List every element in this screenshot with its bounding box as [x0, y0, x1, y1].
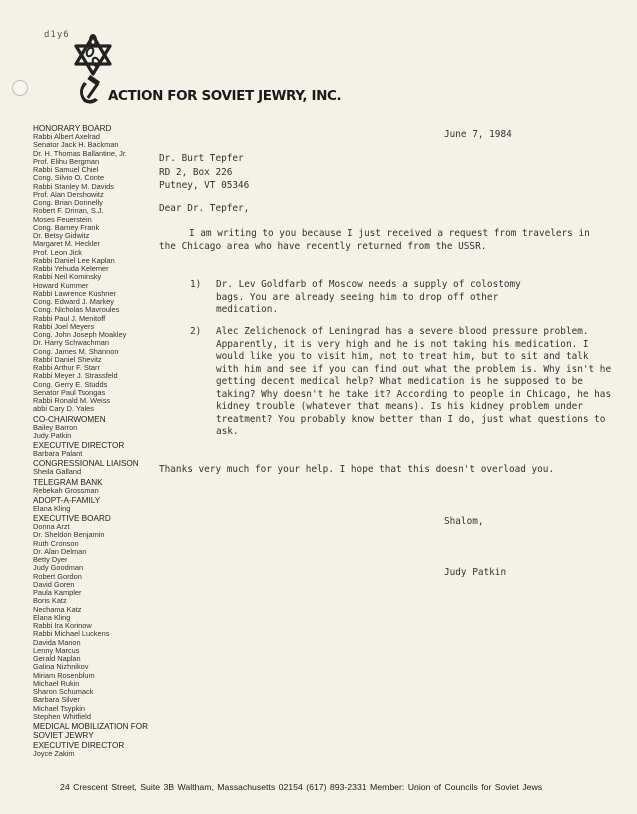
sidebar-name: Stephen Whitfield	[33, 711, 91, 721]
signer-name: Judy Patkin	[444, 567, 507, 578]
sidebar-name: Galina Nizhnikov	[33, 662, 89, 672]
item-2-text: Alec Zelichenock of Leningrad has a severe blood pressure problem. Apparently, it is very high and he is not taking his medication. I would like you to visit him, not to treat him, but to sit and talk with him and see if you can find out what the problem is. Why isn't he getting decent medical help? What medication is he supposed to be taking? Why doesn't he take it? According to people in Chicago, he has kidney trouble (whatever that means). Is his kidney problem under treatment? You probably know better than I do, just what questions to ask.	[216, 326, 612, 437]
sidebar-names	[33, 468, 153, 476]
closing-paragraph: Thanks very much for your help. I hope that this doesn't overload you.	[159, 464, 555, 475]
sidebar-name: Gerald Naplan	[33, 654, 81, 663]
letter-date: June 7, 1984	[444, 129, 512, 140]
sidebar-name: Senator Jack H. Backman	[33, 140, 119, 150]
sidebar-name: Robert F. Drinan, S.J.	[33, 206, 104, 216]
sidebar-heading: TELEGRAM BANK	[33, 477, 103, 487]
org-name: ACTION FOR SOVIET JEWRY, INC.	[108, 88, 342, 104]
sidebar-name: Sheila Galland	[33, 467, 82, 477]
sidebar-name: Dr. Sheldon Benjamin	[33, 530, 105, 540]
sidebar-name: Rabbi Meyer J. Strassfeld	[33, 371, 118, 381]
sidebar-name: Donna Arzt	[33, 522, 70, 531]
sidebar-name: Rabbi Michael Luckens	[33, 629, 110, 639]
sidebar-name: Joyce Zakim	[33, 749, 75, 758]
sidebar-name: Dr. Betsy Gidwitz	[33, 231, 90, 240]
sidebar-names	[33, 424, 153, 441]
punch-hole	[12, 80, 28, 96]
sidebar-name: Betty Dyer	[33, 555, 68, 564]
sidebar-name: Senator Paul Tsongas	[33, 387, 106, 397]
sidebar-name: Rabbi Stanley M. Davids	[33, 181, 114, 191]
item-1-text: Dr. Lev Goldfarb of Moscow needs a supply of colostomy bags. You are already seeing him to drop off other medication.	[216, 279, 521, 315]
sidebar-name: Elana Kling	[33, 612, 71, 622]
sidebar-name: Ruth Cronson	[33, 538, 79, 548]
sidebar-name: Elana Kling	[33, 503, 71, 513]
sidebar-heading: ADOPT-A-FAMILY	[33, 495, 101, 505]
sidebar-name: Barbara Palant	[33, 449, 83, 458]
sidebar-name: Lenny Marcus	[33, 645, 80, 655]
item-2-number: 2)	[190, 326, 202, 337]
sidebar-name: Dr. Harry Schwachman	[33, 338, 109, 348]
sidebar-heading: CO-CHAIRWOMEN	[33, 414, 106, 424]
sidebar-name: Rabbi Neil Kominsky	[33, 272, 102, 282]
sidebar-names	[33, 450, 153, 458]
sidebar-name: Moses Feuerstein	[33, 214, 92, 224]
sidebar-name: Paula Kampler	[33, 588, 82, 597]
sidebar-names	[33, 487, 153, 495]
sidebar-name: Prof. Alan Dershowitz	[33, 189, 104, 199]
sidebar-name: Cong. James M. Shannon	[33, 346, 119, 356]
sidebar-name: Rabbi Albert Axelrad	[33, 132, 100, 141]
sidebar-name: Judy Goodman	[33, 563, 84, 573]
sidebar-name: Judy Patkin	[33, 430, 72, 440]
sidebar-name: Prof. Leon Jick	[33, 247, 82, 257]
sidebar-name: David Goren	[33, 579, 75, 589]
sidebar-name: Cong. Nicholas Mavroules	[33, 305, 120, 315]
sidebar-names	[33, 523, 153, 721]
sidebar-heading: EXECUTIVE BOARD	[33, 514, 111, 523]
sidebar-name: Rabbi Daniel Lee Kaplan	[33, 255, 115, 265]
page-id: d1y6	[44, 30, 70, 40]
sidebar-name: Cong. Gerry E. Studds	[33, 379, 108, 389]
sidebar-heading: CONGRESSIONAL LIAISON	[33, 459, 139, 469]
sidebar-name: Howard Kummer	[33, 280, 89, 290]
recipient-street: RD 2, Box 226	[159, 166, 233, 178]
salutation: Dear Dr. Tepfer,	[159, 203, 250, 214]
sidebar-names	[33, 133, 153, 414]
sidebar-name: Rabbi Lawrence Kushner	[33, 288, 116, 298]
sidebar-name: Rabbi Paul J. Menitoff	[33, 313, 106, 323]
signoff: Shalom,	[444, 516, 484, 527]
sidebar-name: Rabbi Yehuda Kelemer	[33, 264, 109, 273]
sidebar-name: Bailey Barron	[33, 422, 78, 432]
sidebar-heading: HONORARY BOARD	[33, 124, 112, 133]
sidebar-name: Rabbi Samuel Chiel	[33, 165, 99, 174]
sidebar-name: Cong. Brian Donnelly	[33, 198, 103, 207]
letterhead-sidebar	[33, 124, 153, 759]
sidebar-name: Michael Rukin	[33, 678, 80, 688]
sidebar-name: Sharon Schumack	[33, 687, 94, 696]
sidebar-name: Davida Manon	[33, 637, 81, 647]
sidebar-name: Rabbi Daniel Shevitz	[33, 354, 102, 364]
sidebar-names	[33, 505, 153, 513]
sidebar-name: abbi Cary D. Yales	[33, 404, 94, 414]
sidebar-heading: EXECUTIVE DIRECTOR	[33, 741, 125, 750]
recipient-city: Putney, VT 05346	[159, 180, 250, 191]
item-1-number: 1)	[190, 279, 202, 290]
sidebar-name: Cong. Silvio O. Conte	[33, 173, 105, 183]
sidebar-name: Rabbi Ira Korinow	[33, 621, 92, 630]
sidebar-name: Dr. Alan Delman	[33, 546, 87, 556]
sidebar-name: Robert Gordon	[33, 571, 82, 581]
sidebar-name: Cong. Edward J. Markey	[33, 297, 114, 306]
recipient-address	[159, 152, 249, 193]
sidebar-name: Miriam Rosenblum	[33, 670, 95, 680]
sidebar-name: Michael Tsypkin	[33, 703, 86, 713]
sidebar-name: Barbara Silver	[33, 695, 80, 705]
sidebar-name: Rebekah Grossman	[33, 485, 99, 495]
sidebar-name: Rabbi Joel Meyers	[33, 321, 95, 331]
sidebar-name: Rabbi Arthur F. Starr	[33, 363, 100, 372]
sidebar-name: Rabbi Ronald M. Weiss	[33, 396, 111, 405]
sidebar-name: Dr. H. Thomas Ballantine, Jr.	[33, 148, 127, 158]
intro-paragraph: I am writing to you because I just received a request from travelers in the Chicago area who have recently returned from the USSR.	[159, 228, 590, 252]
sidebar-name: Nechama Katz	[33, 604, 82, 614]
sidebar-heading: MEDICAL MOBILIZATION FOR SOVIET JEWRY	[33, 722, 149, 740]
footer-address: 24 Crescent Street, Suite 3B Waltham, Massachusetts 02154 (617) 893-2331 Member: Union of Councils for Soviet Jews	[60, 782, 543, 792]
sidebar-heading: EXECUTIVE DIRECTOR	[33, 441, 125, 450]
sidebar-name: Cong. John Joseph Moakley	[33, 330, 127, 339]
sidebar-name: Margaret M. Heckler	[33, 239, 100, 249]
sidebar-name: Cong. Barney Frank	[33, 222, 100, 232]
sidebar-name: Boris Katz	[33, 596, 67, 606]
sidebar-name: Prof. Elihu Bergman	[33, 156, 100, 166]
sidebar-names	[33, 750, 153, 758]
recipient-name: Dr. Burt Tepfer	[159, 153, 244, 164]
